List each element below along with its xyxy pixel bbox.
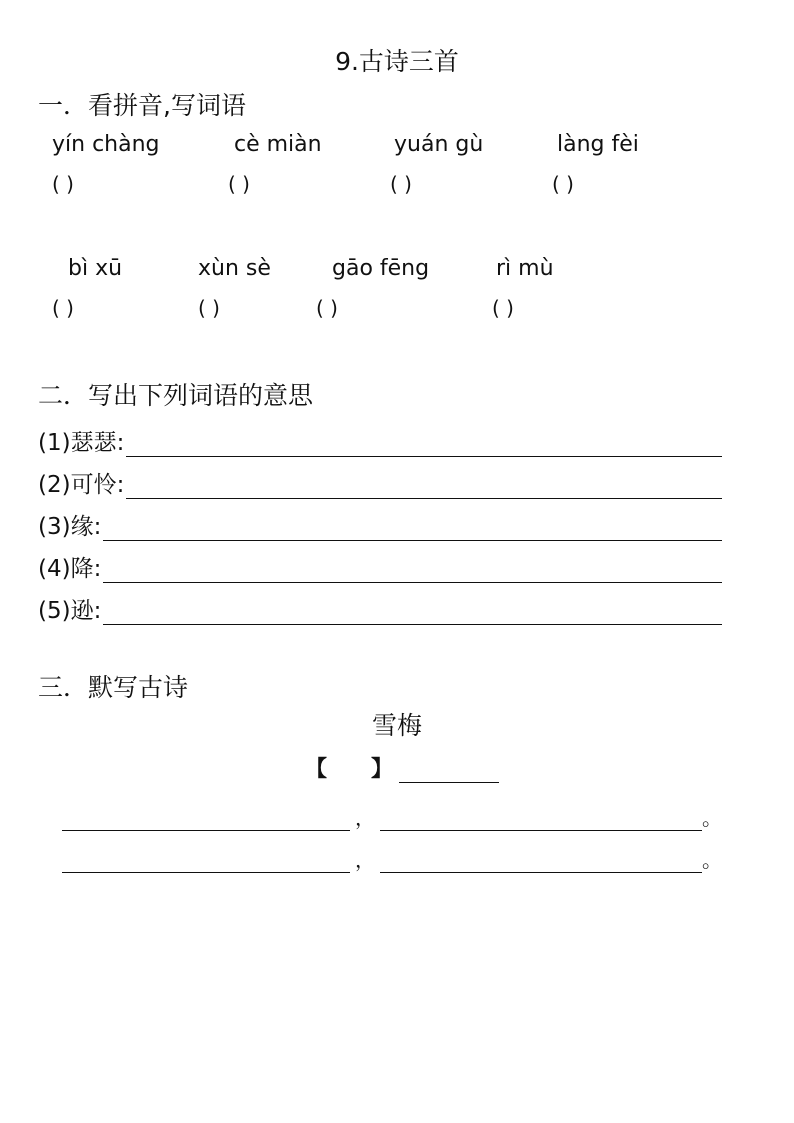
definition-label: (2)可怜: [38, 472, 125, 498]
pinyin-4: làng fèi [557, 132, 639, 157]
verse-row-1 [62, 802, 722, 831]
answer-paren-4[interactable]: ( ) [552, 172, 574, 196]
definition-answer-line[interactable] [126, 432, 722, 457]
section3-heading: 三．默写古诗 [38, 673, 189, 702]
definition-label: (3)缘: [38, 514, 102, 540]
comma: ， [355, 806, 375, 830]
answer-paren-7[interactable]: ( ) [316, 296, 338, 320]
answer-paren-5[interactable]: ( ) [52, 296, 74, 320]
definition-row-2 [38, 466, 722, 499]
definition-answer-line[interactable] [103, 600, 722, 625]
answer-paren-2[interactable]: ( ) [228, 172, 250, 196]
pinyin-5: bì xū [68, 256, 123, 281]
definition-row-4 [38, 550, 722, 583]
dynasty-author-row [305, 752, 499, 783]
verse-row-2 [62, 844, 722, 873]
bracket-close: 】 [371, 757, 394, 782]
answer-paren-6[interactable]: ( ) [198, 296, 220, 320]
pinyin-3: yuán gù [394, 132, 484, 157]
period: 。 [702, 848, 722, 872]
period: 。 [702, 806, 722, 830]
verse-answer-line[interactable] [380, 810, 702, 831]
verse-answer-line[interactable] [62, 810, 350, 831]
comma: ， [355, 848, 375, 872]
verse-answer-line[interactable] [62, 852, 350, 873]
definition-row-1 [38, 424, 722, 457]
definition-label: (1)瑟瑟: [38, 430, 125, 456]
definition-row-3 [38, 508, 722, 541]
definition-answer-line[interactable] [126, 474, 722, 499]
section2-heading: 二．写出下列词语的意思 [38, 381, 314, 410]
bracket-open: 【 [305, 757, 328, 782]
pinyin-2: cè miàn [234, 132, 322, 157]
answer-paren-3[interactable]: ( ) [390, 172, 412, 196]
definition-row-5 [38, 592, 722, 625]
verse-answer-line[interactable] [380, 852, 702, 873]
definition-label: (4)降: [38, 556, 102, 582]
pinyin-6: xùn sè [198, 256, 271, 281]
answer-paren-1[interactable]: ( ) [52, 172, 74, 196]
author-answer-line[interactable] [399, 760, 499, 783]
pinyin-1: yín chàng [52, 132, 160, 157]
definition-label: (5)逊: [38, 598, 102, 624]
section1-heading: 一．看拼音,写词语 [38, 91, 246, 120]
definition-answer-line[interactable] [103, 558, 722, 583]
pinyin-7: gāo fēng [332, 256, 430, 281]
pinyin-8: rì mù [496, 256, 554, 281]
page-title: 9.古诗三首 [335, 47, 459, 76]
definition-answer-line[interactable] [103, 516, 722, 541]
poem-title: 雪梅 [371, 711, 422, 740]
answer-paren-8[interactable]: ( ) [492, 296, 514, 320]
